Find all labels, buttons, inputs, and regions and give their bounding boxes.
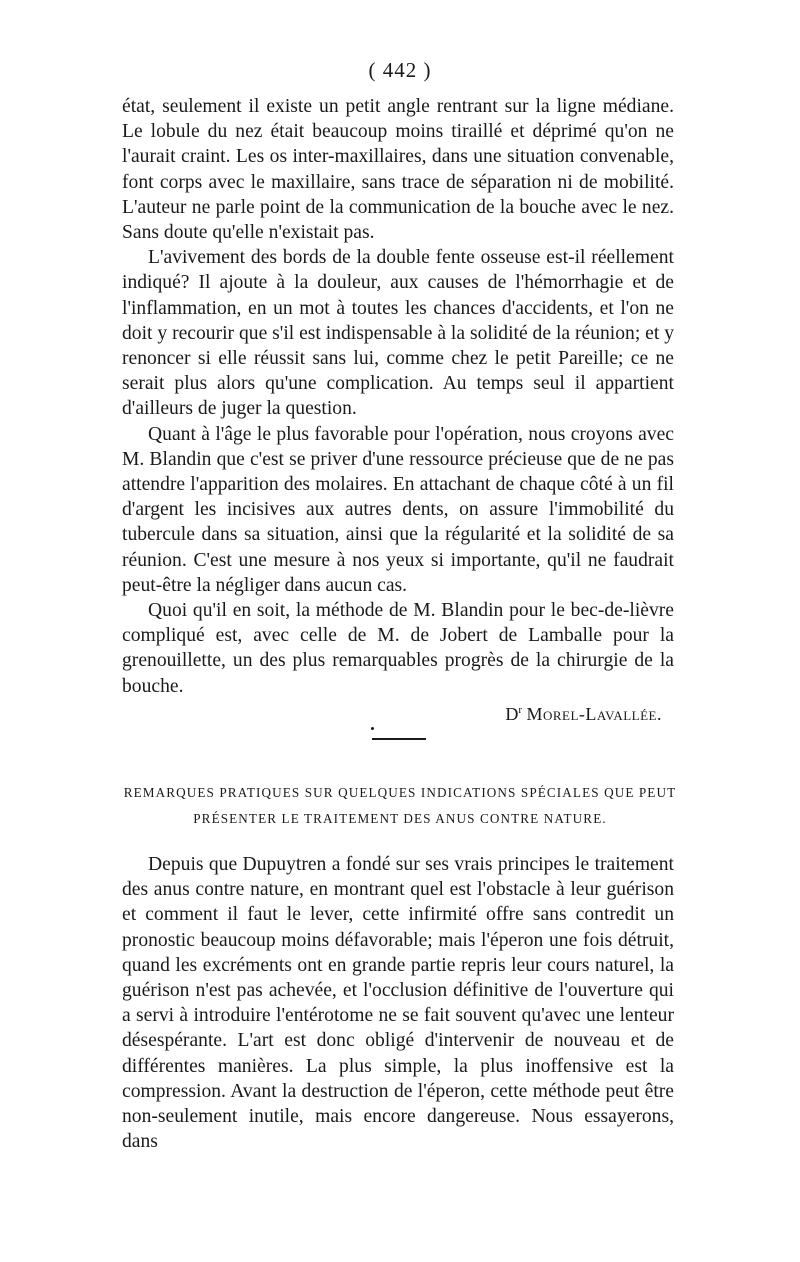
- signature-title: D: [505, 704, 519, 724]
- author-signature: [505, 702, 662, 726]
- paragraph: Quoi qu'il en soit, la méthode de M. Blandin pour le bec-de-lièvre compliqué est, avec celle de M. de Jobert de Lamballe pour la grenouillette, un des plus remarquables progrès de la chirurgie de la bouche.: [122, 600, 674, 697]
- section-title: [122, 780, 678, 832]
- paragraph: Depuis que Dupuytren a fondé sur ses vrais principes le traitement des anus contre nature, en montrant quel est l'obstacle à leur guérison et comment il faut le lever, cette infirmité offre sans contredit un pronostic beaucoup moins défavorable; mais l'éperon une fois détruit, quand les excréments ont en grande partie repris leur cours naturel, la guérison n'est pas achevée, et l'occlusion définitive de l'ouverture qui a servi à introduire l'entérotome ne se fait souvent qu'avec une lenteur désespérante. L'art est donc obligé d'intervenir de nouveau et de différentes manières. La plus simple, la plus inoffensive est la compression. Avant la destruction de l'éperon, cette méthode peut être non-seulement inutile, mais encore dangereuse. Nous essayerons, dans: [122, 854, 674, 1153]
- paragraph: état, seulement il existe un petit angle rentrant sur la ligne médiane. Le lobule du nez était beaucoup moins tiraillé et déprimé qu'on ne l'aurait craint. Les os inter-maxillaires, dans une situation convenable, font corps avec le maxillaire, sans trace de séparation ni de mobilité. L'auteur ne parle point de la communication de la bouche avec le nez. Sans doute qu'elle n'existait pas.: [122, 96, 674, 244]
- paragraph: L'avivement des bords de la double fente osseuse est-il réellement indiqué? Il ajoute à la douleur, aux causes de l'hémorrhagie et de l'inflammation, en un mot à toutes les chances d'accidents, et l'on ne doit y recourir que s'il est indispensable à la solidité de la réunion; et y renoncer si elle réussit sans lui, comme chez le petit Pareille; ce ne serait plus alors qu'une complication. Au temps seul il appartient d'ailleurs de juger la question.: [122, 247, 675, 420]
- separator-dot: [371, 727, 374, 730]
- page-number: ( 442 ): [368, 58, 432, 82]
- article-body: [122, 852, 674, 1154]
- section-separator-rule: [372, 738, 426, 740]
- signature-title-sup: r: [518, 704, 522, 716]
- article-body-continued: [122, 94, 674, 699]
- signature-name: Morel-Lavallée.: [526, 704, 662, 724]
- section-title-line-1: REMARQUES PRATIQUES SUR QUELQUES INDICATIONS SPÉCIALES QUE PEUT: [123, 785, 677, 800]
- section-title-line-2: PRÉSENTER LE TRAITEMENT DES ANUS CONTRE NATURE.: [193, 811, 607, 826]
- paragraph: Quant à l'âge le plus favorable pour l'opération, nous croyons avec M. Blandin que c'est se priver d'une ressource précieuse que de ne pas attendre l'apparition des molaires. En attachant de chaque côté à un fil d'argent les incisives aux autres dents, on assure l'immobilité du tubercule dans sa situation, ainsi que la régularité et la solidité de sa réunion. C'est une mesure à nos yeux si importante, qu'il ne faudrait peut-être la négliger dans aucun cas.: [122, 423, 674, 596]
